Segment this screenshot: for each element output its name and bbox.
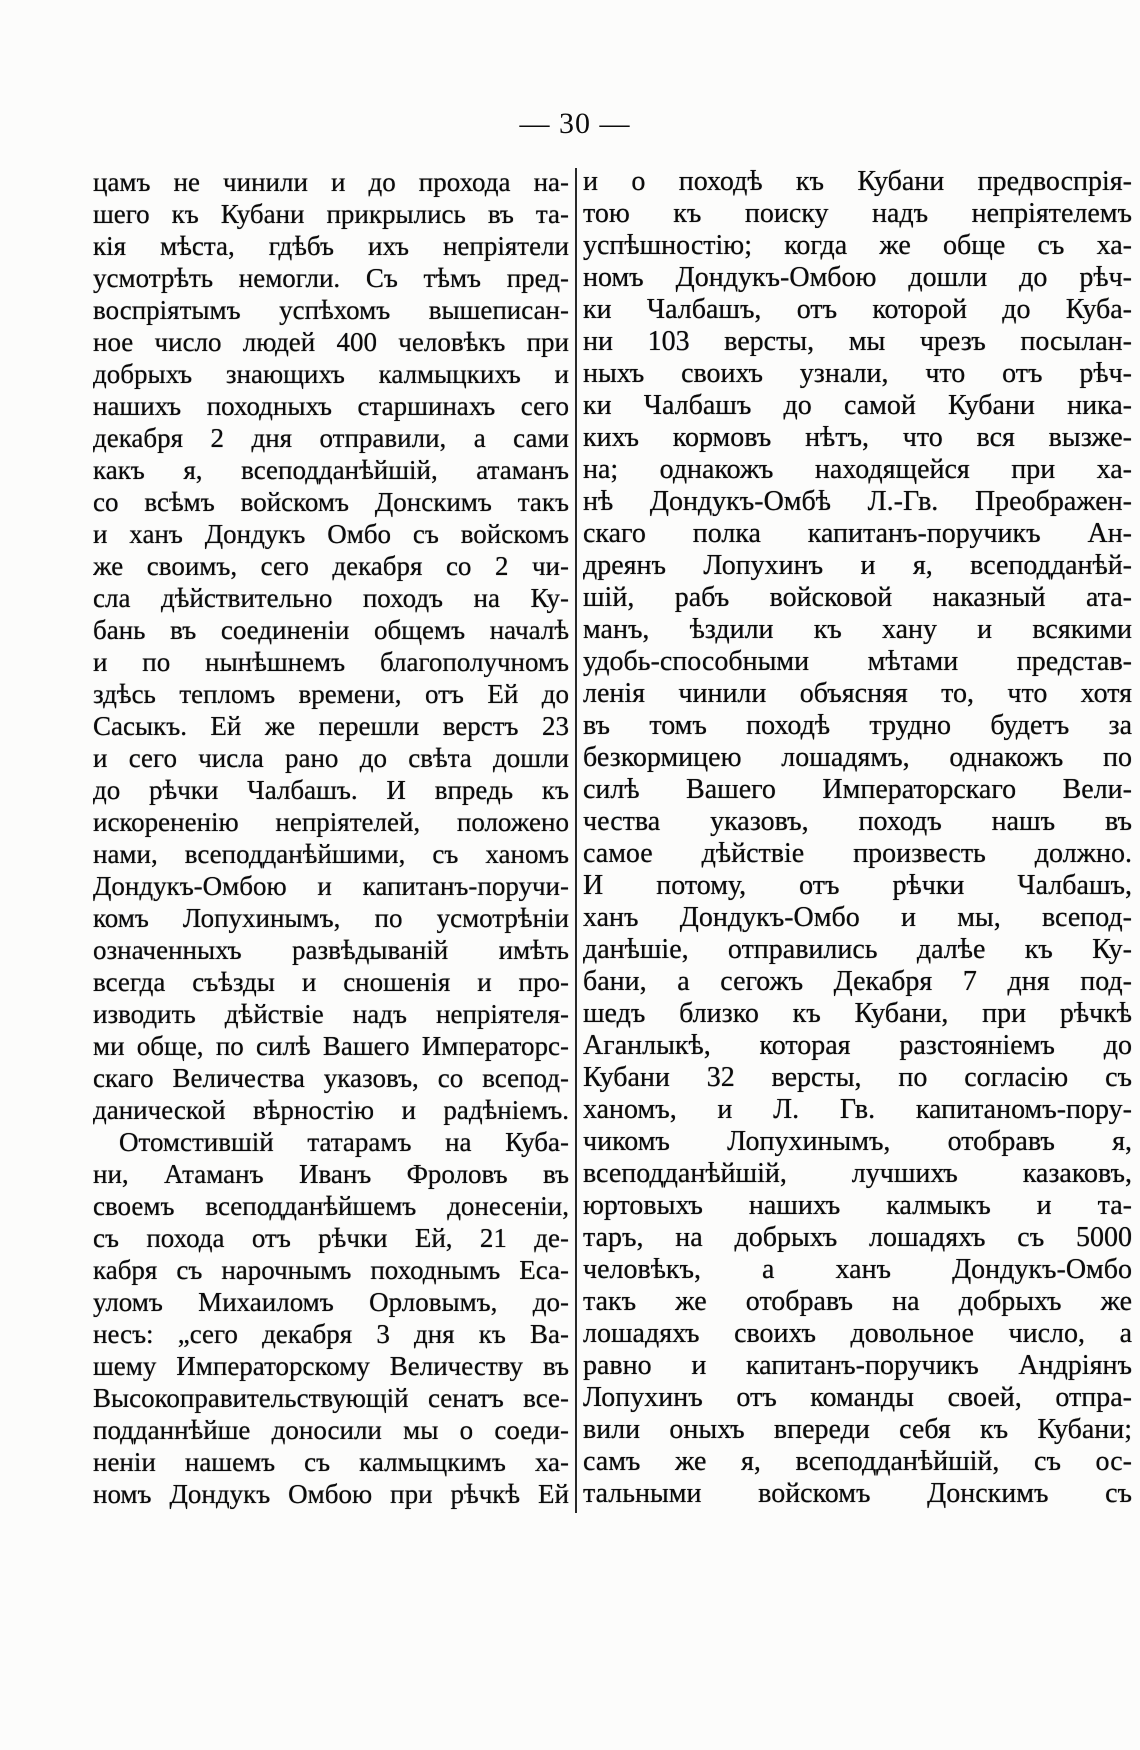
text-line: изводить дѣйствіе надъ непріятеля- xyxy=(93,999,569,1029)
text-line: всегда съѣзды и сношенія и про- xyxy=(93,967,569,997)
text-line: Кубани 32 версты, по согласію съ xyxy=(583,1062,1132,1093)
text-line: шій, рабъ войсковой наказный ата- xyxy=(583,582,1132,613)
text-line: такъ же отобравъ на добрыхъ же xyxy=(583,1286,1132,1317)
text-line: скаго Величества указовъ, со всепод- xyxy=(93,1063,569,1093)
text-line: ни, Атаманъ Иванъ Фроловъ въ xyxy=(93,1159,569,1189)
text-line: декабря 2 дня отправили, а сами xyxy=(93,423,569,453)
text-line: юртовыхъ нашихъ калмыкъ и та- xyxy=(583,1190,1132,1221)
text-line: нѣ Дондукъ-Омбѣ Л.-Гв. Преображен- xyxy=(583,486,1132,517)
text-line: ханомъ, и Л. Гв. капитаномъ-пору- xyxy=(583,1094,1132,1125)
left-column xyxy=(93,166,569,1510)
text-line: комъ Лопухинымъ, по усмотрѣніи xyxy=(93,903,569,933)
text-line: несъ: „сего декабря 3 дня къ Ва- xyxy=(93,1319,569,1349)
text-line: номъ Дондукъ Омбою при рѣчкѣ Ей xyxy=(93,1479,569,1509)
text-line: Высокоправительствующій сенатъ все- xyxy=(93,1383,569,1413)
text-line: данической вѣрностію и радѣніемъ. xyxy=(93,1095,569,1125)
text-line: силѣ Вашего Императорскаго Вели- xyxy=(583,774,1132,805)
text-line: ки Чалбашъ до самой Кубани ника- xyxy=(583,390,1132,421)
text-line: удобь-способными мѣтами представ- xyxy=(583,646,1132,677)
text-line: неніи нашемъ съ калмыцкимъ ха- xyxy=(93,1447,569,1477)
text-line: шедъ близко къ Кубани, при рѣчкѣ xyxy=(583,998,1132,1029)
text-line: Лопухинъ отъ команды своей, отпра- xyxy=(583,1382,1132,1413)
text-line: всеподданѣйшій, лучшихъ казаковъ, xyxy=(583,1158,1132,1189)
text-line: самое дѣйствіе произвесть должно. xyxy=(583,838,1132,869)
right-column xyxy=(583,166,1132,1510)
text-line: вили оныхъ впереди себя къ Кубани; xyxy=(583,1414,1132,1445)
text-line: усмотрѣть немогли. Съ тѣмъ пред- xyxy=(93,263,569,293)
text-line: же своимъ, сего декабря со 2 чи- xyxy=(93,551,569,581)
text-line: кихъ кормовъ нѣтъ, что вся вызже- xyxy=(583,422,1132,453)
text-line: ханъ Дондукъ-Омбо и мы, всепод- xyxy=(583,902,1132,933)
text-line: ное число людей 400 человѣкъ при xyxy=(93,327,569,357)
text-line: Аганлыкѣ, которая разстояніемъ до xyxy=(583,1030,1132,1061)
text-line: самъ же я, всеподданѣйшій, съ ос- xyxy=(583,1446,1132,1477)
text-line: здѣсь тепломъ времени, отъ Ей до xyxy=(93,679,569,709)
text-line: манъ, ѣздили къ хану и всякими xyxy=(583,614,1132,645)
text-line: до рѣчки Чалбашъ. И впредь къ xyxy=(93,775,569,805)
text-line: съ похода отъ рѣчки Ей, 21 де- xyxy=(93,1223,569,1253)
text-line: нами, всеподданѣйшими, съ ханомъ xyxy=(93,839,569,869)
text-line: успѣшностію; когда же обще съ ха- xyxy=(583,230,1132,261)
text-line: скаго полка капитанъ-поручикъ Ан- xyxy=(583,518,1132,549)
text-line: бань въ соединеніи общемъ началѣ xyxy=(93,615,569,645)
text-line: въ томъ походѣ трудно будетъ за xyxy=(583,710,1132,741)
text-line: шего къ Кубани прикрылись въ та- xyxy=(93,199,569,229)
text-line: какъ я, всеподданѣйшій, атаманъ xyxy=(93,455,569,485)
text-line: своемъ всеподданѣйшемъ донесеніи, xyxy=(93,1191,569,1221)
text-line: И потому, отъ рѣчки Чалбашъ, xyxy=(583,870,1132,901)
text-line: ки Чалбашъ, отъ которой до Куба- xyxy=(583,294,1132,325)
text-line: безкормицею лошадямъ, однакожъ по xyxy=(583,742,1132,773)
text-line: таръ, на добрыхъ лошадяхъ съ 5000 xyxy=(583,1222,1132,1253)
text-line: бани, а сегожъ Декабря 7 дня под- xyxy=(583,966,1132,997)
text-line: Сасыкъ. Ей же перешли верстъ 23 xyxy=(93,711,569,741)
text-line: ни 103 версты, мы чрезъ посылан- xyxy=(583,326,1132,357)
text-line: воспріятымъ успѣхомъ вышеписан- xyxy=(93,295,569,325)
text-line: равно и капитанъ-поручикъ Андріянъ xyxy=(583,1350,1132,1381)
text-line: тою къ поиску надъ непріятелемъ xyxy=(583,198,1132,229)
text-line: уломъ Михаиломъ Орловымъ, до- xyxy=(93,1287,569,1317)
text-line: ныхъ своихъ узнали, что отъ рѣч- xyxy=(583,358,1132,389)
text-line: сла дѣйствительно походъ на Ку- xyxy=(93,583,569,613)
text-line: подданнѣйше доносили мы о соеди- xyxy=(93,1415,569,1445)
text-line: номъ Дондукъ-Омбою дошли до рѣч- xyxy=(583,262,1132,293)
text-line: и ханъ Дондукъ Омбо съ войскомъ xyxy=(93,519,569,549)
text-line: и сего числа рано до свѣта дошли xyxy=(93,743,569,773)
text-line: чикомъ Лопухинымъ, отобравъ я, xyxy=(583,1126,1132,1157)
text-line: цамъ не чинили и до прохода на- xyxy=(93,167,569,197)
text-line: тальными войскомъ Донскимъ съ xyxy=(583,1478,1132,1509)
page-number: — 30 — xyxy=(519,107,631,140)
text-line: кія мѣста, гдѣбъ ихъ непріятели xyxy=(93,231,569,261)
text-line: добрыхъ знающихъ калмыцкихъ и xyxy=(93,359,569,389)
text-line: со всѣмъ войскомъ Донскимъ такъ xyxy=(93,487,569,517)
text-line: человѣкъ, а ханъ Дондукъ-Омбо xyxy=(583,1254,1132,1285)
column-divider xyxy=(575,168,577,1513)
text-line: дреянъ Лопухинъ и я, всеподданѣй- xyxy=(583,550,1132,581)
text-line: лошадяхъ своихъ довольное число, а xyxy=(583,1318,1132,1349)
text-line: чества указовъ, походъ нашъ въ xyxy=(583,806,1132,837)
text-line: на; однакожъ находящейся при ха- xyxy=(583,454,1132,485)
text-line: данѣшіе, отправились далѣе къ Ку- xyxy=(583,934,1132,965)
text-line: ленія чинили объясняя то, что хотя xyxy=(583,678,1132,709)
text-line: означенныхъ развѣдываній имѣть xyxy=(93,935,569,965)
text-line: искорененію непріятелей, положено xyxy=(93,807,569,837)
text-line: Дондукъ-Омбою и капитанъ-поручи- xyxy=(93,871,569,901)
text-line: нашихъ походныхъ старшинахъ сего xyxy=(93,391,569,421)
paragraph-start-line: Отомстившій татарамъ на Куба- xyxy=(119,1127,569,1157)
text-line: кабря съ нарочнымъ походнымъ Еса- xyxy=(93,1255,569,1285)
text-line: и по нынѣшнемъ благополучномъ xyxy=(93,647,569,677)
text-line: и о походѣ къ Кубани предвоспрія- xyxy=(583,166,1132,197)
text-line: шему Императорскому Величеству въ xyxy=(93,1351,569,1381)
text-line: ми обще, по силѣ Вашего Императорс- xyxy=(93,1031,569,1061)
